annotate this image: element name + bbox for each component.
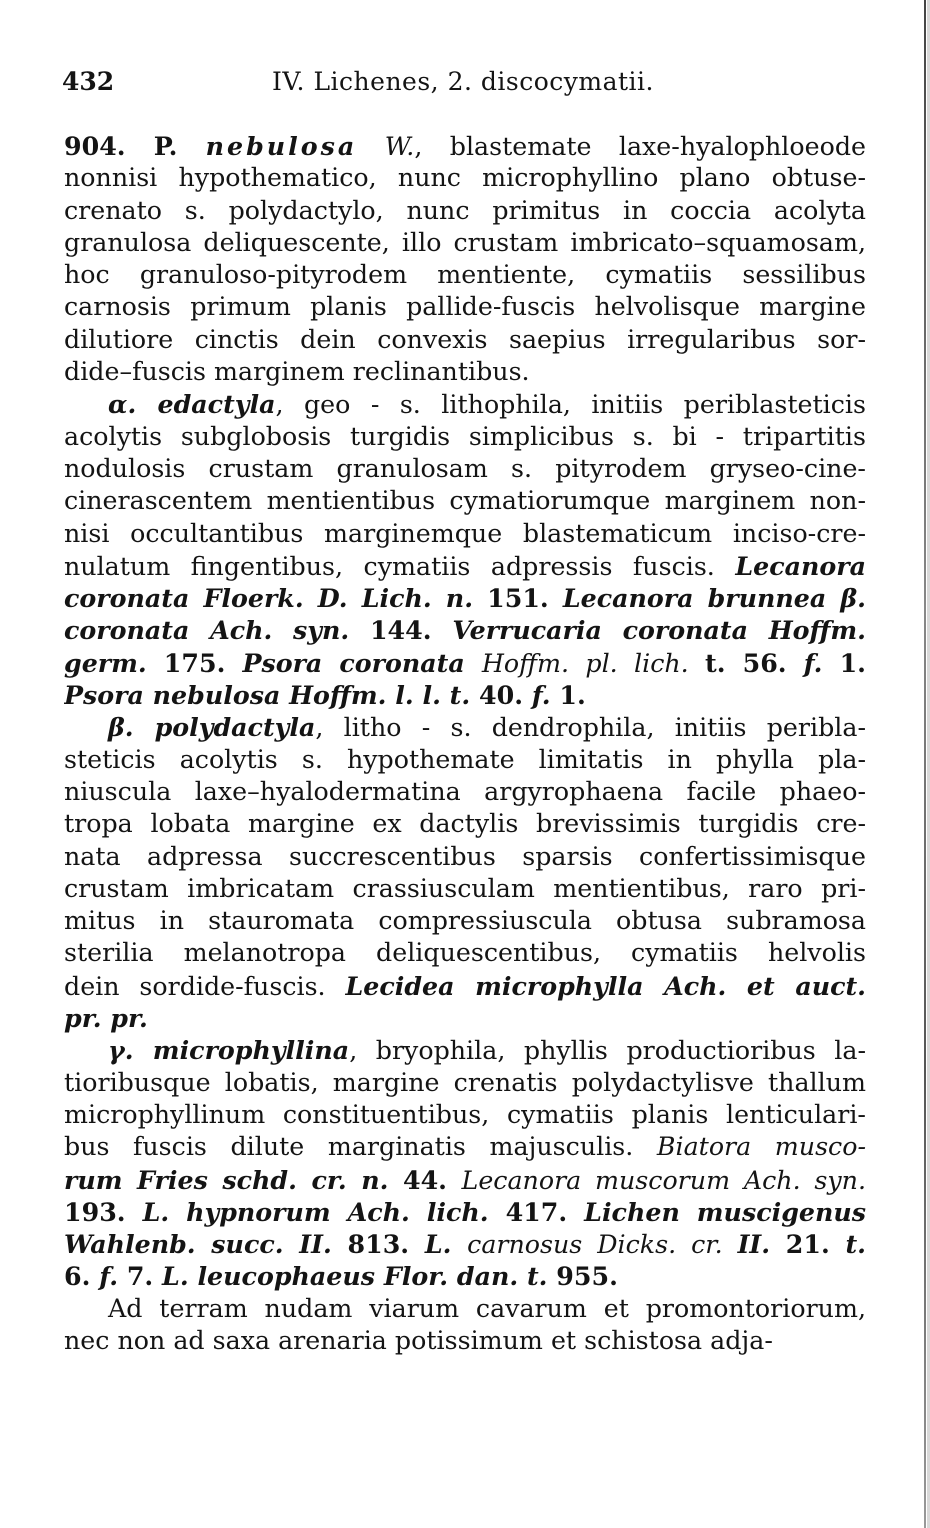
paragraph: [64, 1293, 866, 1358]
text-line: [64, 679, 866, 711]
text-run: mitus in stauromata compressiuscula obtusa subramosa: [64, 906, 866, 936]
text-run: , bryophila, phyllis productioribus la-: [349, 1036, 866, 1066]
text-line: [64, 1260, 866, 1292]
text-run: L. leucophaeus Flor. dan. t.: [162, 1261, 557, 1292]
text-line: [64, 776, 866, 808]
text-run: nebulosa: [205, 131, 358, 161]
text-run: nulatum fingentibus, cymatiis adpressis fuscis.: [64, 551, 736, 581]
text-run: Wahlenb. succ. II.: [64, 1229, 348, 1260]
text-run: 44.: [402, 1164, 462, 1195]
text-run: nodulosis crustam granulosam s. pityrodem gryseo-cine-: [64, 453, 866, 483]
text-line: [64, 937, 866, 969]
text-line: [64, 614, 866, 646]
text-line: [64, 711, 866, 743]
text-line: [64, 1002, 866, 1034]
paragraph: [64, 130, 866, 388]
text-run: dide–fuscis marginem reclinantibus.: [64, 357, 530, 387]
text-line: [64, 388, 866, 420]
text-run: L.: [424, 1229, 468, 1260]
text-run: tropa lobata margine ex dactylis brevissimis turgidis cre-: [64, 809, 866, 839]
text-run: 417.: [505, 1196, 585, 1227]
text-line: [64, 582, 866, 614]
text-run: steticis acolytis s. hypothemate limitatis in phylla pla-: [64, 744, 866, 774]
text-run: t. 56.: [705, 647, 804, 678]
text-run: 1.: [839, 647, 866, 678]
text-run: nisi occultantibus marginemque blastematicum inciso-cre-: [64, 518, 866, 548]
text-line: [64, 227, 866, 259]
text-run: Lichen muscigenus: [584, 1196, 866, 1227]
body-text: [64, 130, 866, 1357]
text-run: , blastemate laxe-hyalophloeode: [414, 132, 866, 161]
text-line: [64, 453, 866, 485]
text-run: crustam imbricatam crassiusculam mentientibus, raro pri-: [64, 873, 866, 903]
text-run: 1.: [559, 680, 586, 711]
text-run: sterilia melanotropa deliquescentibus, cymatiis helvolis: [64, 938, 866, 968]
text-line: [64, 421, 866, 453]
text-run: germ.: [64, 647, 164, 678]
text-run: f.: [531, 680, 560, 711]
text-run: cinerascentem mentientibus cymatiorumque marginem non-: [64, 486, 866, 516]
text-line: [64, 647, 866, 679]
text-run: 813.: [347, 1229, 425, 1260]
text-line: [64, 130, 866, 162]
text-run: 144.: [369, 615, 453, 646]
text-run: II.: [737, 1229, 786, 1260]
text-run: carnosis primum planis pallide-fuscis helvolisque margine: [64, 292, 866, 322]
text-line: [64, 905, 866, 937]
text-run: Verrucaria coronata Hoffm.: [452, 615, 866, 646]
text-run: crenato s. polydactylo, nunc primitus in coccia acolyta: [64, 195, 866, 225]
text-line: [64, 808, 866, 840]
text-line: [64, 1293, 866, 1325]
text-run: L. hypnorum Ach. lich.: [142, 1196, 506, 1227]
text-run: 6.: [64, 1261, 100, 1292]
text-run: coronata Ach. syn.: [64, 615, 370, 646]
text-run: f.: [99, 1261, 127, 1292]
text-line: [64, 1034, 866, 1066]
text-run: Psora nebulosa Hoffm. l. l. t.: [64, 680, 479, 711]
text-run: Psora coronata: [242, 647, 482, 678]
text-run: dein sordide-fuscis.: [64, 971, 346, 1001]
text-run: niuscula laxe–hyalodermatina argyrophaena facile phaeo-: [64, 776, 866, 806]
text-run: 955.: [556, 1261, 618, 1292]
paragraph: [64, 711, 866, 1034]
paragraph: [64, 1034, 866, 1292]
text-line: [64, 356, 866, 388]
text-run: 193.: [64, 1196, 143, 1227]
text-line: [64, 291, 866, 323]
text-line: [64, 873, 866, 905]
text-run: nonnisi hypothematico, nunc microphyllino plano obtuse-: [64, 163, 866, 193]
text-line: [64, 324, 866, 356]
text-run: carnosus Dicks. cr.: [467, 1230, 738, 1260]
text-run: 904. P.: [64, 131, 206, 161]
text-line: [64, 970, 866, 1002]
text-run: nec non ad saxa arenaria potissimum et schistosa adja-: [64, 1325, 773, 1355]
text-line: [64, 195, 866, 227]
text-line: [64, 259, 866, 291]
text-run: 151.: [487, 583, 563, 614]
text-run: 21.: [785, 1229, 846, 1260]
paragraph: [64, 388, 866, 711]
text-run: coronata Floerk. D. Lich. n.: [64, 583, 488, 614]
text-line: [64, 550, 866, 582]
text-run: Lecanora: [735, 550, 866, 581]
text-run: , litho - s. dendrophila, initiis peribla-: [315, 713, 866, 743]
page-number: 432: [62, 67, 115, 96]
running-title: IV. Lichenes, 2. discocymatii.: [272, 67, 654, 96]
text-line: [64, 1164, 866, 1196]
text-run: Lecanora brunnea β.: [562, 583, 866, 614]
text-run: f.: [803, 647, 840, 678]
text-line: [64, 1099, 866, 1131]
text-run: Hoffm. pl. lich.: [481, 648, 706, 678]
text-run: Biatora musco-: [656, 1132, 866, 1162]
text-line: [64, 1067, 866, 1099]
text-run: Lecidea microphylla Ach. et auct.: [345, 970, 866, 1001]
text-run: dilutiore cinctis dein convexis saepius irregularibus sor-: [64, 324, 866, 354]
text-line: [64, 1131, 866, 1163]
text-run: rum Fries schd. cr. n.: [64, 1164, 403, 1195]
text-run: t.: [845, 1229, 866, 1260]
text-line: [64, 162, 866, 194]
text-run: pr. pr.: [64, 1003, 148, 1034]
text-run: microphyllinum constituentibus, cymatiis planis lenticulari-: [64, 1099, 866, 1129]
text-run: γ. microphyllina: [108, 1035, 350, 1066]
text-run: β. polydactyla: [108, 712, 316, 743]
text-line: [64, 1196, 866, 1228]
text-run: acolytis subglobosis turgidis simplicibus s. bi - tripartitis: [64, 421, 866, 451]
text-run: hoc granuloso-pityrodem mentiente, cymatiis sessilibus: [64, 260, 866, 290]
text-run: bus fuscis dilute marginatis majusculis.: [64, 1132, 657, 1162]
text-run: 7.: [126, 1261, 163, 1292]
text-run: α. edactyla: [108, 389, 276, 420]
text-run: 40.: [478, 680, 532, 711]
text-run: W.: [357, 132, 415, 161]
page-header: [62, 62, 862, 102]
text-line: [64, 841, 866, 873]
text-run: nata adpressa succrescentibus sparsis confertissimisque: [64, 841, 866, 871]
text-line: [64, 518, 866, 550]
text-run: tioribusque lobatis, margine crenatis polydactylisve thallum: [64, 1067, 866, 1097]
text-run: Lecanora muscorum Ach. syn.: [461, 1165, 866, 1195]
text-line: [64, 1325, 866, 1357]
text-run: 175.: [163, 647, 243, 678]
text-run: Ad terram nudam viarum cavarum et promontoriorum,: [108, 1293, 866, 1323]
text-line: [64, 485, 866, 517]
text-line: [64, 1228, 866, 1260]
text-run: , geo - s. lithophila, initiis periblasteticis: [275, 390, 866, 420]
text-run: granulosa deliquescente, illo crustam imbricato–squamosam,: [64, 227, 866, 257]
text-line: [64, 744, 866, 776]
page-edge-shadow: [924, 0, 926, 1528]
